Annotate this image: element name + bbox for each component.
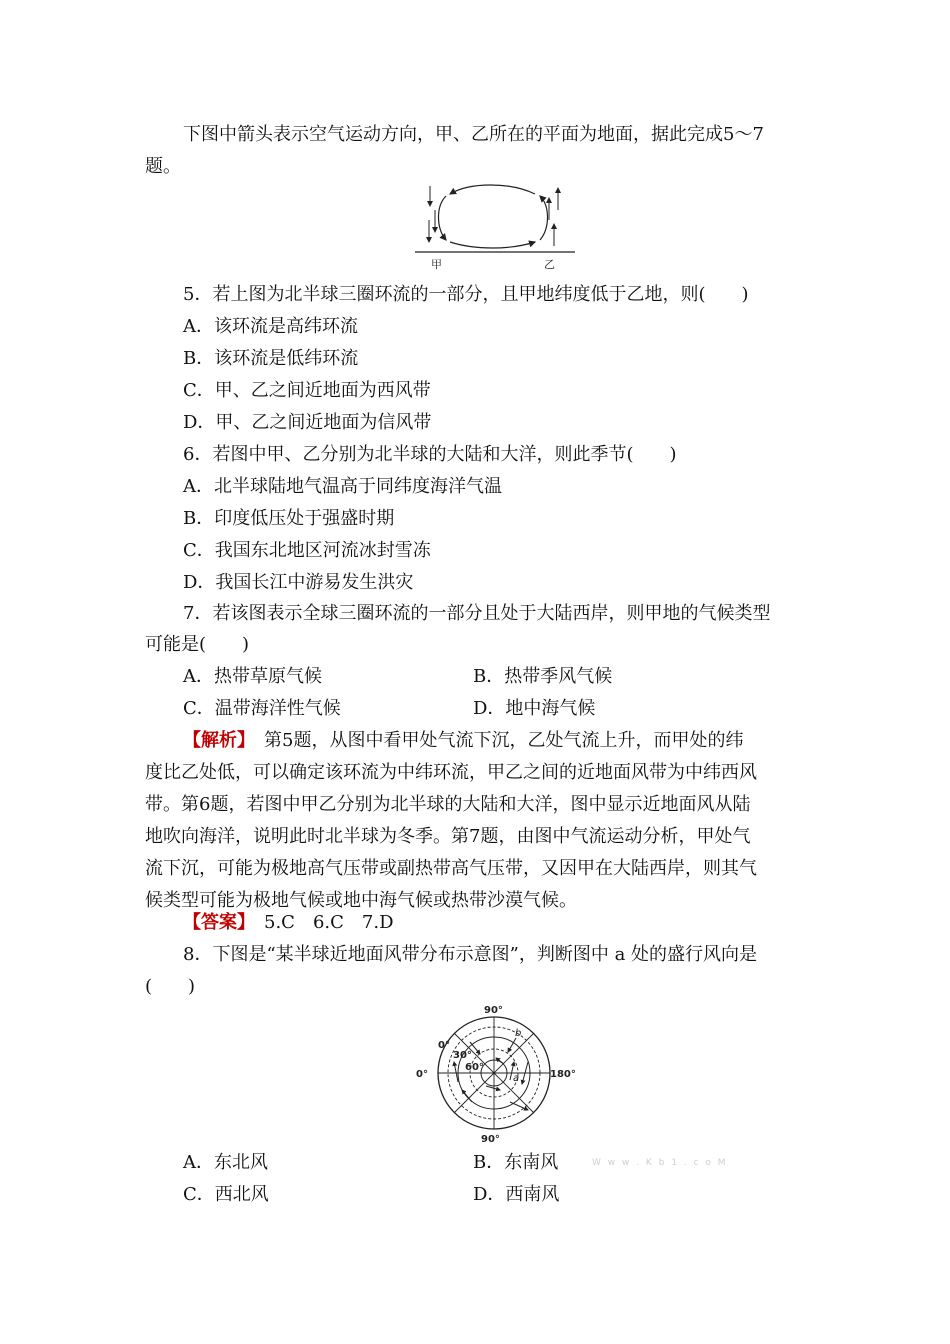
analysis-tag: 【解析】 (183, 730, 246, 751)
airflow-yi-up-arrow (540, 196, 548, 240)
label-a: a (513, 1073, 520, 1084)
watermark: W w w . K b 1 . c o M (592, 1158, 728, 1168)
analysis-line-5: 流下沉，可能为极地高气压带或副热带高气压带，又因甲在大陆西岸，则其气 (145, 858, 757, 879)
q5-option-d: D．甲、乙之间近地面为信风带 (183, 412, 432, 433)
wind-arrow-6 (454, 1062, 458, 1082)
label-left-0: 0° (416, 1069, 428, 1080)
intro-line-2: 题。 (145, 156, 181, 177)
q7-option-a: A．热带草原气候 (183, 666, 322, 687)
label-30: 30° (453, 1050, 472, 1061)
q7-option-d: D．地中海气候 (473, 698, 596, 719)
label-jia: 甲 (431, 258, 442, 271)
q8-option-b: B．东南风 (473, 1152, 559, 1173)
q5-option-b: B．该环流是低纬环流 (183, 348, 359, 369)
q7-option-c: C．温带海洋性气候 (183, 698, 341, 719)
answer-tag: 【答案】 (183, 912, 246, 933)
q5-option-c: C．甲、乙之间近地面为西风带 (183, 380, 431, 401)
q6-option-a: A．北半球陆地气温高于同纬度海洋气温 (183, 476, 502, 497)
label-60: 60° (465, 1062, 484, 1073)
q7-stem-line-2: 可能是( ) (145, 634, 250, 655)
answer-text: 5.C 6.C 7.D (246, 912, 394, 933)
q8-option-d: D．西南风 (473, 1184, 560, 1205)
wind-belt-diagram (410, 1002, 590, 1146)
label-bottom-90: 90° (481, 1134, 500, 1145)
wind-arrow-7 (486, 1086, 500, 1090)
q6-option-b: B．印度低压处于强盛时期 (183, 508, 395, 529)
q7-stem-line-1: 7．若该图表示全球三圈环流的一部分且处于大陆西岸，则甲地的气候类型 (183, 603, 771, 624)
q8-option-a: A．东北风 (183, 1152, 268, 1173)
q5-stem: 5．若上图为北半球三圈环流的一部分，且甲地纬度低于乙地，则( ) (183, 284, 749, 305)
analysis-text-1: 第5题，从图中看甲处气流下沉，乙处气流上升，而甲处的纬 (246, 730, 744, 751)
analysis-line-3: 带。第6题，若图中甲乙分别为北半球的大陆和大洋，图中显示近地面风从陆 (145, 794, 751, 815)
analysis-line-4: 地吹向海洋，说明此时北半球为冬季。第7题，由图中气流运动分析，甲处气 (145, 826, 751, 847)
q8-stem-line-1: 8．下图是“某半球近地面风带分布示意图”，判断图中 a 处的盛行风向是 (183, 944, 758, 965)
label-right-180: 180° (550, 1069, 576, 1080)
analysis-line-1 (183, 730, 743, 752)
circulation-diagram (410, 180, 580, 275)
airflow-lower-arrow (450, 242, 535, 248)
wind-arrow-8 (496, 1058, 504, 1064)
intro-line-1: 下图中箭头表示空气运动方向，甲、乙所在的平面为地面，据此完成5～7 (183, 124, 764, 145)
analysis-line-2: 度比乙处低，可以确定该环流为中纬环流，甲乙之间的近地面风带为中纬西风 (145, 762, 757, 783)
label-b: b (515, 1028, 522, 1039)
q8-stem-line-2: ( ) (145, 976, 196, 997)
q5-option-a: A．该环流是高纬环流 (183, 316, 358, 337)
q6-option-c: C．我国东北地区河流冰封雪冻 (183, 540, 431, 561)
label-yi: 乙 (544, 258, 555, 271)
label-inner-0: 0° (438, 1040, 450, 1051)
q8-option-c: C．西北风 (183, 1184, 269, 1205)
analysis-line-6: 候类型可能为极地气候或地中海气候或热带沙漠气候。 (145, 890, 577, 911)
airflow-upper-arrow (450, 185, 535, 194)
q7-option-b: B．热带季风气候 (473, 666, 613, 687)
wind-arrow-4 (510, 1102, 528, 1110)
q6-stem: 6．若图中甲、乙分别为北半球的大陆和大洋，则此季节( ) (183, 444, 677, 465)
answer-line (183, 912, 394, 934)
label-top-90: 90° (484, 1005, 503, 1016)
airflow-jia-down-arrow (439, 196, 447, 240)
q6-option-d: D．我国长江中游易发生洪灾 (183, 572, 414, 593)
